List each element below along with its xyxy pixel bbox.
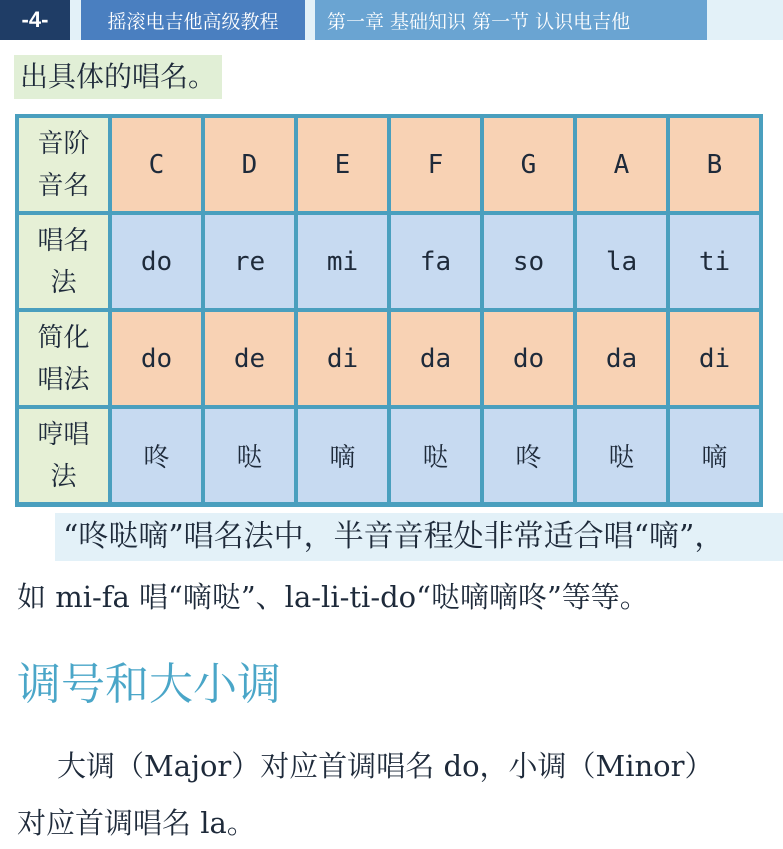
paragraph-major-minor: 大调（Major）对应首调唱名 do，小调（Minor） — [57, 749, 714, 783]
paragraph-humming-note — [55, 513, 783, 561]
table-cell: B — [670, 118, 759, 211]
table-cell: 哒 — [391, 409, 480, 502]
row-header-solfege — [19, 215, 108, 308]
paragraph-examples: 如 mi-fa 唱“嘀哒”、la-li-ti-do“哒嘀嘀咚”等等。 — [17, 580, 649, 614]
row-header-line: 唱法 — [37, 364, 90, 395]
table-cell: ti — [670, 215, 759, 308]
table-cell: mi — [298, 215, 387, 308]
row-header-humming — [19, 409, 108, 502]
table-cell: di — [298, 312, 387, 405]
table-cell: la — [577, 215, 666, 308]
table-cell: 咚 — [484, 409, 573, 502]
row-header-line: 法 — [50, 267, 77, 298]
page-header — [0, 0, 783, 40]
table-cell: D — [205, 118, 294, 211]
row-header-line: 唱名 — [37, 225, 90, 256]
table-cell: E — [298, 118, 387, 211]
page-number: -4- — [0, 0, 70, 40]
paragraph-text: “咚哒嘀”唱名法中，半音音程处非常适合唱“嘀”， — [63, 519, 725, 554]
table-cell: fa — [391, 215, 480, 308]
paragraph-continued: 对应首调唱名 la。 — [17, 806, 256, 840]
section-heading: 调号和大小调 — [17, 659, 281, 710]
row-header-simplified — [19, 312, 108, 405]
row-header-line: 音名 — [37, 170, 90, 201]
row-header-line: 音阶 — [37, 128, 90, 159]
row-header-line: 法 — [50, 461, 77, 492]
table-cell: do — [112, 312, 201, 405]
table-cell: da — [391, 312, 480, 405]
chapter-title: 第一章 基础知识 第一节 认识电吉他 — [315, 0, 707, 40]
table-cell: da — [577, 312, 666, 405]
table-cell: 嘀 — [670, 409, 759, 502]
table-cell: 嘀 — [298, 409, 387, 502]
table-cell: do — [484, 312, 573, 405]
table-cell: 哒 — [205, 409, 294, 502]
book-title: 摇滚电吉他高级教程 — [81, 0, 305, 40]
table-cell: de — [205, 312, 294, 405]
row-header-scale — [19, 118, 108, 211]
table-cell: C — [112, 118, 201, 211]
table-cell: re — [205, 215, 294, 308]
previous-text-line: 出具体的唱名。 — [14, 55, 222, 99]
table-cell: 咚 — [112, 409, 201, 502]
row-header-line: 简化 — [37, 322, 90, 353]
table-cell: so — [484, 215, 573, 308]
table-cell: G — [484, 118, 573, 211]
solfege-table — [15, 114, 763, 507]
table-cell: 哒 — [577, 409, 666, 502]
table-cell: do — [112, 215, 201, 308]
table-cell: A — [577, 118, 666, 211]
table-cell: di — [670, 312, 759, 405]
row-header-line: 哼唱 — [37, 419, 90, 450]
table-cell: F — [391, 118, 480, 211]
